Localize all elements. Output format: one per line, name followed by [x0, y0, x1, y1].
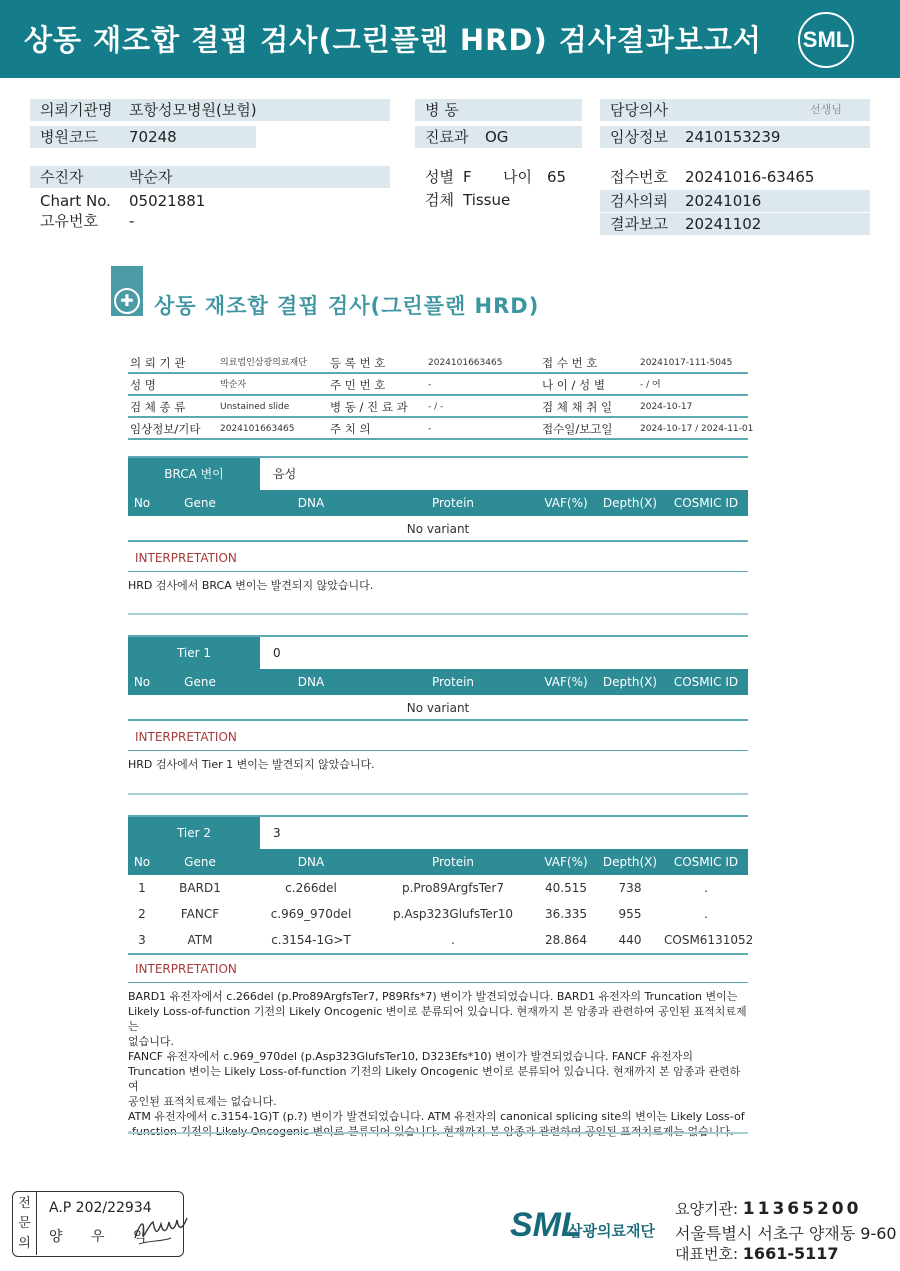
clinical-label: 임상정보: [610, 128, 668, 146]
info-value: - / -: [428, 402, 444, 412]
interp-line: 없습니다.: [128, 1035, 175, 1048]
clinical-value: 2410153239: [685, 128, 781, 146]
phone-number: 1661-5117: [742, 1244, 839, 1263]
stamp-side: [13, 1192, 37, 1255]
cell-vaf: 28.864: [545, 933, 587, 947]
hospital-code-value: 70248: [129, 128, 177, 146]
brca-result: 음성: [273, 467, 297, 481]
chart-label: Chart No.: [40, 192, 111, 210]
section-title: 상동 재조합 결핍 검사(그린플랜 HRD): [154, 294, 540, 318]
receipt-label: 접수번호: [610, 168, 668, 186]
institution-row: [30, 99, 390, 121]
tier1-interp-label: INTERPRETATION: [128, 723, 748, 751]
col-gene: Gene: [184, 675, 216, 689]
brca-label: BRCA 변이: [128, 458, 260, 490]
tier2-interp-label: INTERPRETATION: [128, 955, 748, 983]
institution-value: 포항성모병원(보험): [129, 101, 257, 119]
specimen-label: 검체: [425, 191, 454, 209]
info-value: Unstained slide: [220, 402, 290, 412]
unique-value: -: [129, 212, 135, 230]
info-row-2: [128, 374, 748, 396]
cell-gene: FANCF: [180, 907, 220, 921]
tier1-block: [128, 635, 748, 772]
col-protein: Protein: [431, 855, 475, 869]
col-dna: DNA: [297, 675, 325, 689]
info-value: -: [428, 424, 432, 434]
info-label: 의 뢰 기 관: [130, 356, 186, 370]
col-depth: Depth(X): [602, 855, 658, 869]
stamp-name: 양 우 익: [49, 1229, 159, 1245]
sex-value: F: [463, 168, 472, 186]
tier1-table-header: [128, 669, 748, 695]
sml-logo-text: SML: [802, 27, 850, 52]
section-icon-tab: [111, 266, 143, 316]
cell-dna: c.969_970del: [270, 907, 352, 921]
info-value: -: [428, 380, 432, 390]
info-label: 병 동 / 진 료 과: [330, 400, 408, 414]
institution-label: 의뢰기관명: [40, 101, 113, 119]
age-label: 나이: [503, 168, 532, 186]
col-gene: Gene: [184, 496, 216, 510]
report-row: [600, 213, 870, 235]
cell-no: 3: [138, 933, 146, 947]
institution-code: 11365200: [742, 1199, 862, 1219]
table-row: [128, 875, 748, 901]
info-row-4: [128, 418, 754, 440]
tier2-interp-text: [128, 983, 748, 1139]
col-no: No: [133, 496, 151, 510]
col-vaf: VAF(%): [544, 496, 588, 510]
info-value: 2024-10-17 / 2024-11-01: [640, 424, 754, 434]
info-label: 검 체 채 취 일: [542, 400, 613, 414]
col-no: No: [133, 855, 151, 869]
stamp-side-char: 전: [18, 1196, 31, 1211]
ward-label: 병 동: [425, 101, 459, 119]
signature-image: [131, 1210, 191, 1250]
cell-depth: 440: [618, 933, 642, 947]
hospital-code-row: [30, 126, 256, 148]
doctor-suffix: 선생님: [810, 103, 842, 116]
cell-protein: .: [451, 933, 455, 947]
brca-interp-label: INTERPRETATION: [128, 544, 748, 572]
info-row-1: [128, 352, 748, 374]
col-protein: Protein: [431, 496, 475, 510]
pathologist-stamp: [12, 1191, 184, 1257]
info-value: - / 여: [640, 380, 661, 390]
info-row-3: [128, 396, 748, 418]
request-label: 검사의뢰: [610, 192, 668, 210]
doctor-label: 담당의사: [610, 101, 668, 119]
phone-line: [675, 1243, 839, 1264]
cell-cosmic: COSM6131052: [664, 933, 754, 947]
info-value: 2024101663465: [428, 358, 503, 368]
interp-line: Truncation 변이는 Likely Loss-of-function 기전의 Likely Oncogenic 변이로 분류되어 있습니다. 현재까지 본 암종과 관련하여: [128, 1065, 741, 1093]
info-label: 검 체 종 류: [130, 400, 186, 414]
col-dna: DNA: [297, 496, 325, 510]
cell-vaf: 36.335: [545, 907, 587, 921]
tier1-interp-text: HRD 검사에서 Tier 1 변이는 발견되지 않았습니다.: [128, 758, 375, 771]
patient-name-row: [30, 166, 390, 188]
patient-name-value: 박순자: [129, 168, 173, 186]
receipt-value: 20241016-63465: [685, 168, 815, 186]
tier1-result: 0: [273, 646, 281, 660]
col-cosmic: COSMIC ID: [673, 855, 739, 869]
request-row: [600, 190, 870, 212]
tier1-category: [128, 637, 748, 669]
report-label: 결과보고: [610, 215, 668, 233]
col-no: No: [133, 675, 151, 689]
info-value: 2024101663465: [220, 424, 295, 434]
ward-row: [415, 99, 582, 121]
cell-depth: 738: [618, 881, 642, 895]
stamp-side-char: 의: [18, 1236, 31, 1251]
cell-no: 1: [138, 881, 146, 895]
chart-row: [30, 190, 390, 212]
specimen-value: Tissue: [463, 191, 511, 209]
company-address: 서울특별시 서초구 양재동 9-60: [675, 1224, 897, 1243]
brca-category: [128, 458, 748, 490]
brca-block: [128, 456, 748, 593]
table-row: [128, 927, 754, 953]
unique-label: 고유번호: [40, 212, 98, 230]
info-value: 박순자: [220, 380, 247, 390]
col-dna: DNA: [297, 855, 325, 869]
company-name: 삼광의료재단: [568, 1222, 655, 1240]
cell-cosmic: .: [704, 907, 708, 921]
col-vaf: VAF(%): [544, 855, 588, 869]
cell-no: 2: [138, 907, 146, 921]
interp-line: FANCF 유전자에서 c.969_970del (p.Asp323GlufsTer10, D323Efs*10) 변이가 발견되었습니다. FANCF 유전자의: [128, 1050, 693, 1063]
tier1-no-variant: No variant: [128, 695, 748, 721]
info-label: 나 이 / 성 별: [542, 378, 605, 392]
cell-gene: ATM: [187, 933, 213, 947]
cell-cosmic: .: [704, 881, 708, 895]
tier1-label: Tier 1: [128, 637, 260, 669]
info-label: 주 치 의: [330, 422, 371, 436]
cell-vaf: 40.515: [545, 881, 587, 895]
request-value: 20241016: [685, 192, 762, 210]
stamp-side-char: 문: [18, 1216, 31, 1231]
info-label: 접 수 번 호: [542, 356, 598, 370]
company-logo: [510, 1200, 660, 1260]
unique-row: [30, 210, 390, 232]
specimen-info-table: [128, 352, 754, 440]
info-label: 임상정보/기타: [130, 422, 201, 436]
doctor-row: [600, 99, 870, 121]
tier2-table-header: [128, 849, 748, 875]
brca-interp-text: HRD 검사에서 BRCA 변이는 발견되지 않았습니다.: [128, 579, 374, 592]
info-value: 20241017-111-5045: [640, 358, 733, 368]
brca-table-header: [128, 490, 748, 516]
dept-label: 진료과: [425, 128, 469, 146]
cell-dna: c.3154-1G>T: [271, 933, 351, 947]
cell-protein: p.Asp323GlufsTer10: [392, 907, 513, 921]
institution-code-line: [675, 1198, 861, 1219]
interp-line: 공인된 표적치료제는 없습니다.: [128, 1095, 277, 1108]
report-title: 상동 재조합 결핍 검사(그린플랜 HRD) 검사결과보고서: [24, 23, 762, 57]
tier2-result: 3: [273, 826, 281, 840]
col-depth: Depth(X): [602, 496, 658, 510]
chart-value: 05021881: [129, 192, 206, 210]
report-header: [0, 0, 900, 78]
phone-label: 대표번호:: [675, 1245, 739, 1263]
age-value: 65: [547, 168, 567, 186]
col-protein: Protein: [431, 675, 475, 689]
info-label: 접수일/보고일: [542, 422, 613, 436]
hospital-code-label: 병원코드: [40, 128, 98, 146]
clinical-row: [600, 126, 870, 148]
patient-name-label: 수진자: [40, 168, 84, 186]
stamp-license: A.P 202/22934: [49, 1200, 152, 1216]
sml-logo: [798, 12, 854, 68]
cell-dna: c.266del: [285, 881, 337, 895]
col-vaf: VAF(%): [544, 675, 588, 689]
info-value: 의료법인삼광의료재단: [220, 358, 307, 368]
col-cosmic: COSMIC ID: [673, 675, 739, 689]
institution-code-label: 요양기관:: [675, 1200, 739, 1218]
interp-line: BARD1 유전자에서 c.266del (p.Pro89ArgfsTer7, P89Rfs*7) 변이가 발견되었습니다. BARD1 유전자의 Truncation 변이는: [128, 990, 738, 1003]
interp-line: Likely Loss-of-function 기전의 Likely Oncogenic 변이로 분류되어 있습니다. 현재까지 본 암종과 관련하여 공인된 표적치료제는: [128, 1005, 747, 1033]
dept-value: OG: [485, 128, 509, 146]
cell-gene: BARD1: [179, 881, 221, 895]
table-row: [128, 901, 748, 927]
tier2-label: Tier 2: [128, 817, 260, 849]
col-cosmic: COSMIC ID: [673, 496, 739, 510]
report-value: 20241102: [685, 215, 762, 233]
interp-line: ATM 유전자에서 c.3154-1G)T (p.?) 변이가 발견되었습니다. ATM 유전자의 canonical splicing site의 변이는 Likely Loss-of: [128, 1110, 745, 1123]
company-logo-mark: SML: [510, 1206, 582, 1244]
cell-depth: 955: [618, 907, 642, 921]
col-depth: Depth(X): [602, 675, 658, 689]
tier2-block: [128, 815, 754, 1139]
col-gene: Gene: [184, 855, 216, 869]
info-value: 2024-10-17: [640, 402, 693, 412]
brca-no-variant: No variant: [128, 516, 748, 542]
specimen-row: [415, 189, 595, 211]
cell-protein: p.Pro89ArgfsTer7: [401, 881, 504, 895]
info-label: 주 민 번 호: [330, 378, 386, 392]
sex-label: 성별: [425, 168, 454, 186]
receipt-row: [600, 166, 870, 188]
info-label: 등 록 번 호: [330, 356, 386, 370]
sex-age-row: [415, 166, 595, 188]
plus-gear-icon: ✚: [114, 288, 140, 314]
tier2-category: [128, 817, 748, 849]
info-label: 성 명: [130, 378, 156, 392]
dept-row: [415, 126, 582, 148]
